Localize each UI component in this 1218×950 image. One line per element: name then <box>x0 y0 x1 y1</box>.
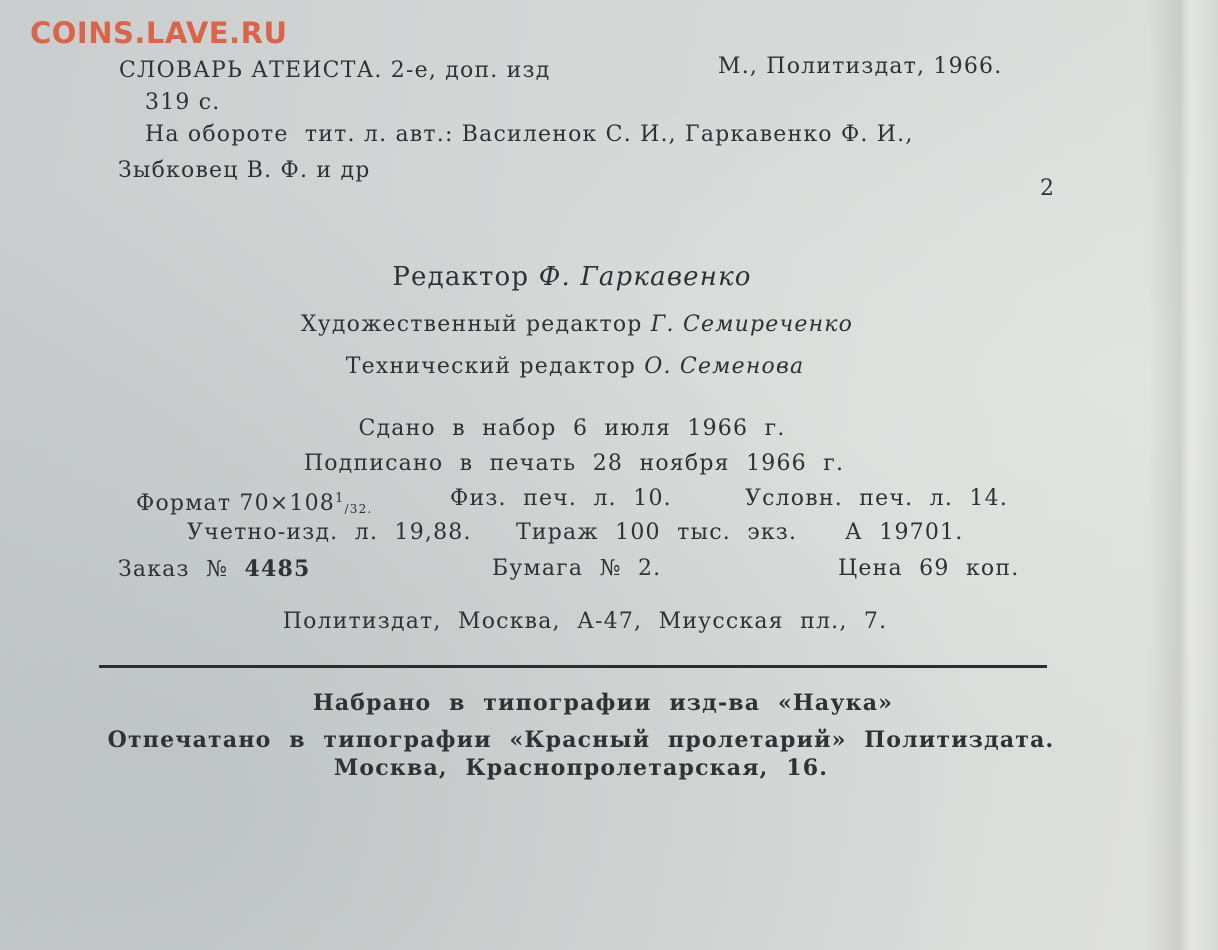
catalog-authors-line1: На обороте тит. л. авт.: Василенок С. И., Гаркавенко Ф. И., <box>145 122 914 147</box>
publisher-address: Политиздат, Москва, А-47, Миусская пл., 7. <box>282 609 888 634</box>
art-editor-label: Художественный редактор <box>300 312 643 337</box>
watermark: COINS.LAVE.RU <box>30 16 288 50</box>
editor-label: Редактор <box>392 262 530 292</box>
submitted-line: Сдано в набор 6 июля 1966 г. <box>358 416 786 441</box>
price: Цена 69 коп. <box>838 556 1020 581</box>
order-label: Заказ № <box>118 557 229 582</box>
signed-line: Подписано в печать 28 ноября 1966 г. <box>303 451 845 476</box>
order-line <box>118 556 311 583</box>
art-editor-line <box>301 312 853 338</box>
art-editor-name: Г. Семиреченко <box>650 312 854 337</box>
order-number: 4485 <box>244 556 311 582</box>
tech-editor-name: О. Семенова <box>644 354 805 379</box>
account-sheets: Учетно-изд. л. 19,88. <box>187 520 472 545</box>
catalog-pages: 319 с. <box>145 90 221 115</box>
catalog-title: СЛОВАРЬ АТЕИСТА. 2-е, доп. изд <box>119 58 551 83</box>
code: А 19701. <box>845 520 964 545</box>
catalog-authors-line2: Зыбковец В. Ф. и др <box>118 158 371 183</box>
format-denominator: /32. <box>344 502 373 516</box>
tech-editor-line <box>346 354 805 380</box>
format-numerator: 1 <box>335 491 345 506</box>
typeset-line: Набрано в типографии изд-ва «Наука» <box>312 690 894 716</box>
catalog-index-number: 2 <box>1040 176 1056 201</box>
format-line <box>136 486 372 522</box>
editor-name: Ф. Гаркавенко <box>538 262 752 292</box>
paper: Бумага № 2. <box>492 556 662 581</box>
tech-editor-label: Технический редактор <box>345 354 637 379</box>
catalog-publisher: М., Политиздат, 1966. <box>718 54 1003 79</box>
phys-sheets: Физ. печ. л. 10. <box>450 486 672 511</box>
printed-line: Отпечатано в типографии «Красный пролетарий» Политиздата. <box>107 727 1055 753</box>
divider-rule <box>99 665 1047 668</box>
page-fold-shadow <box>1148 0 1218 950</box>
format-label: Формат 70×108 <box>136 491 336 516</box>
editor-line <box>392 262 751 292</box>
cond-sheets: Условн. печ. л. 14. <box>745 486 1009 511</box>
city-line: Москва, Краснопролетарская, 16. <box>333 755 829 781</box>
circulation: Тираж 100 тыс. экз. <box>516 520 798 545</box>
